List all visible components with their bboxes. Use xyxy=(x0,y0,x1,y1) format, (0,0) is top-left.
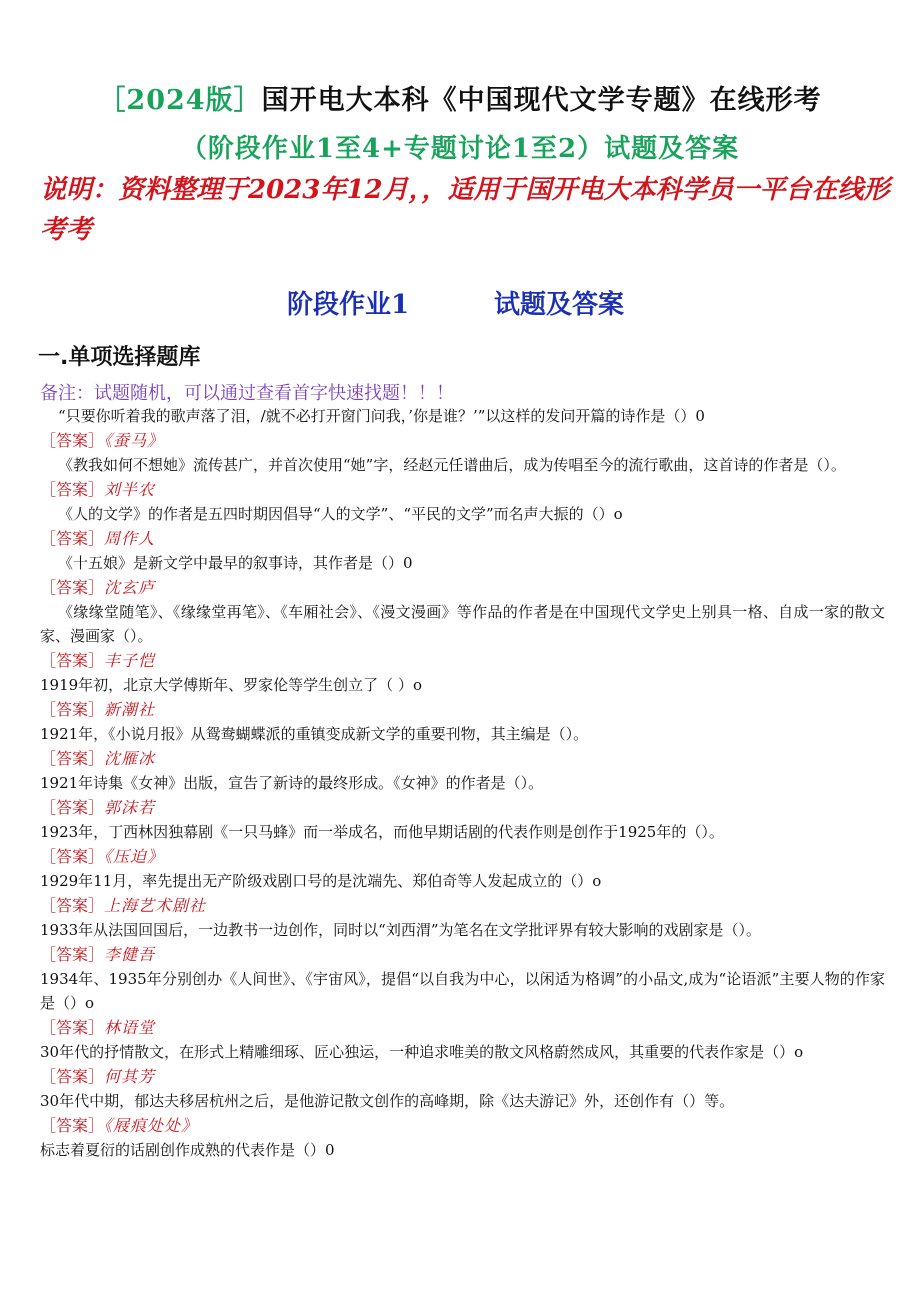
answer-value: 刘半农 xyxy=(104,480,156,499)
answer-value: 李健吾 xyxy=(104,945,156,964)
edition-tag: ［2024版］ xyxy=(98,85,262,116)
section-heading: 一.单项选择题库 xyxy=(38,345,201,370)
question-text: 1929年11月，率先提出无产阶级戏剧口号的是沈端先、郑伯奇等人发起成立的（）o xyxy=(40,872,602,890)
question-text: 1934年、1935年分别创办《人间世》、《宇宙风》，提倡“以自我为中心，以闲适为格调”的小品文,成为“论语派”主要人物的作家是（）o xyxy=(40,970,885,1012)
answer-value: 沈雁冰 xyxy=(104,749,156,768)
answer-value: 新潮社 xyxy=(104,700,156,719)
course-title: 国开电大本科《中国现代文学专题》在线形考 xyxy=(261,85,822,116)
answer-line xyxy=(40,942,885,967)
question-text: 《人的文学》的作者是五四时期因倡导“人的文学”、“平民的文学”而名声大振的（）o xyxy=(58,505,623,523)
answer-label: ［答案］ xyxy=(40,431,105,450)
answer-line xyxy=(40,428,885,453)
answer-value: 林语堂 xyxy=(104,1018,156,1037)
answer-line xyxy=(40,1015,885,1040)
answer-label: ［答案］ xyxy=(40,529,105,548)
answer-line xyxy=(40,795,885,820)
question-text: 《十五娘》是新文学中最早的叙事诗，其作者是（）0 xyxy=(58,554,413,572)
question-text: 30年代中期，郁达夫移居杭州之后，是他游记散文创作的高峰期，除《达夫游记》外，还创作有（）等。 xyxy=(40,1092,735,1110)
question-text: 1923年，丁西林因独幕剧《一只马蜂》而一举成名，而他早期话剧的代表作则是创作于1925年的（）。 xyxy=(40,823,724,841)
question-text: 1921年诗集《女神》出版，宣告了新诗的最终形成。《女神》的作者是（）。 xyxy=(40,774,544,792)
search-tip-note: 备注：试题随机，可以通过查看首字快速找题！！！ xyxy=(40,383,454,404)
question-text: 1933年从法国回国后，一边教书一边创作，同时以“刘西渭”为笔名在文学批评界有较大影响的戏剧家是（）。 xyxy=(40,921,762,939)
document-title-line2: （阶段作业1至4+专题讨论1至2）试题及答案 xyxy=(180,134,740,164)
answer-label: ［答案］ xyxy=(40,896,105,915)
question-text: 《教我如何不想她》流传甚广，并首次使用“她”字，经赵元任谱曲后，成为传唱至今的流行歌曲，这首诗的作者是（）。 xyxy=(58,456,846,474)
question-text: 1921年，《小说月报》从鸳鸯蝴蝶派的重镇变成新文学的重要刊物，其主编是（）。 xyxy=(40,725,589,743)
question-text: “只要你听着我的歌声落了泪，/就不必打开窗门问我，’你是谁？’”以这样的发问开篇的诗作是（）0 xyxy=(58,407,705,425)
answer-line xyxy=(40,1113,885,1138)
answer-label: ［答案］ xyxy=(40,578,105,597)
stage-heading-left: 阶段作业1 xyxy=(287,290,410,320)
document-title-line1 xyxy=(0,78,920,117)
answer-label: ［答案］ xyxy=(40,1116,105,1135)
answer-line xyxy=(40,697,885,722)
answer-label: ［答案］ xyxy=(40,700,105,719)
answer-value: 何其芳 xyxy=(104,1067,156,1086)
question-text: 30年代的抒情散文，在形式上精雕细琢、匠心独运，一种追求唯美的散文风格蔚然成风，其重要的代表作家是（）o xyxy=(40,1043,804,1061)
answer-value: 《蚕马》 xyxy=(104,431,165,450)
answer-value: 丰子恺 xyxy=(104,651,156,670)
answer-label: ［答案］ xyxy=(40,1018,105,1037)
answer-label: ［答案］ xyxy=(40,847,105,866)
answer-label: ［答案］ xyxy=(40,749,105,768)
answer-line xyxy=(40,746,885,771)
question-list xyxy=(40,404,885,1162)
answer-value: 《压迫》 xyxy=(104,847,165,866)
answer-line xyxy=(40,477,885,502)
answer-label: ［答案］ xyxy=(40,798,105,817)
answer-value: 上海艺术剧社 xyxy=(104,896,207,915)
document-notice: 说明：资料整理于2023年12月，，适用于国开电大本科学员一平台在线形考考 xyxy=(40,175,890,245)
answer-label: ［答案］ xyxy=(40,945,105,964)
question-text: 标志着夏衍的话剧创作成熟的代表作是（）0 xyxy=(40,1141,335,1159)
answer-value: 周作人 xyxy=(104,529,156,548)
question-text: 1919年初，北京大学傅斯年、罗家伦等学生创立了（ ）o xyxy=(40,676,422,694)
answer-line xyxy=(40,526,885,551)
stage-heading-right: 试题及答案 xyxy=(494,290,625,320)
answer-line xyxy=(40,1064,885,1089)
answer-value: 沈玄庐 xyxy=(104,578,156,597)
answer-label: ［答案］ xyxy=(40,1067,105,1086)
question-text: 《缘缘堂随笔》、《缘缘堂再笔》、《车厢社会》、《漫文漫画》等作品的作者是在中国现代文学史上别具一格、自成一家的散文家、漫画家（）。 xyxy=(40,603,885,645)
answer-line xyxy=(40,648,885,673)
answer-line xyxy=(40,575,885,600)
answer-line xyxy=(40,893,885,918)
answer-line xyxy=(40,844,885,869)
answer-label: ［答案］ xyxy=(40,480,105,499)
answer-value: 《屐痕处处》 xyxy=(104,1116,199,1135)
answer-label: ［答案］ xyxy=(40,651,105,670)
answer-value: 郭沫若 xyxy=(104,798,156,817)
